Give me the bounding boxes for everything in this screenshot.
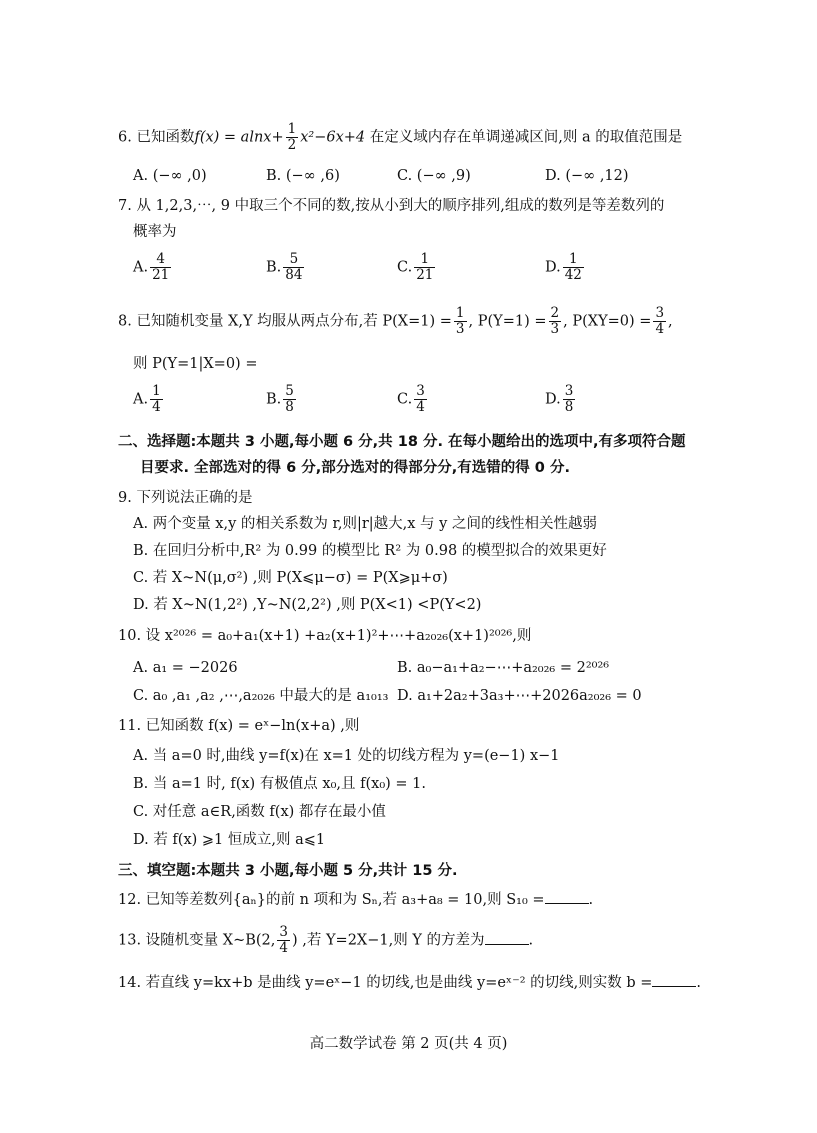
- q6-func: f(x) = alnx+: [194, 129, 284, 146]
- q7-b-d: 84: [285, 267, 303, 283]
- section2-heading-line2: 目要求. 全部选对的得 6 分,部分选对的得部分分,有选错的得 0 分.: [140, 460, 570, 476]
- q7-a-n: 4: [150, 252, 171, 268]
- q7-b-label: B.: [266, 259, 282, 276]
- q7-option-b: [266, 252, 306, 283]
- q8-f3-d: 4: [655, 321, 665, 337]
- q8-b-n: 5: [285, 383, 294, 399]
- q13-text-b: ) ,若 Y=2X−1,则 Y 的方差为: [292, 932, 485, 949]
- q8-d-frac: [563, 384, 576, 415]
- q13-end: .: [528, 932, 534, 949]
- q7-d-n: 1: [563, 252, 584, 268]
- q8-d-d: 8: [564, 399, 574, 415]
- q8-mid2: , P(XY=0) =: [563, 313, 652, 330]
- q8-f1-d: 3: [455, 321, 465, 337]
- q8-d-label: D.: [545, 391, 561, 408]
- q8-c-label: C.: [397, 391, 413, 408]
- q8-stem-a: 8. 已知随机变量 X,Y 均服从两点分布,若 P(X=1) =: [118, 313, 452, 330]
- q9-option-a: A. 两个变量 x,y 的相关系数为 r,则|r|越大,x 与 y 之间的线性相关性越弱: [133, 516, 597, 532]
- q7-option-d: [545, 252, 586, 283]
- q11-option-a: A. 当 a=0 时,曲线 y=f(x)在 x=1 处的切线方程为 y=(e−1) x−1: [133, 748, 560, 764]
- q7-option-c: [397, 252, 437, 283]
- q8-stem: [118, 306, 673, 337]
- q13-stem: [118, 925, 533, 956]
- q8-option-d: [545, 384, 577, 415]
- q13-f-n: 3: [279, 924, 288, 940]
- q6-option-b: B. (−∞ ,6): [266, 168, 340, 184]
- q8-a-d: 4: [152, 399, 161, 415]
- q7-b-frac: [283, 252, 304, 283]
- q12-text: 12. 已知等差数列{aₙ}的前 n 项和为 Sₙ,若 a₃+a₈ = 10,则 S₁₀ =: [118, 892, 545, 908]
- q8-d-n: 3: [564, 383, 574, 399]
- q9-option-c: C. 若 X~N(μ,σ²) ,则 P(X⩽μ−σ) = P(X⩾μ+σ): [133, 570, 448, 586]
- q6-option-d: D. (−∞ ,12): [545, 168, 629, 184]
- q8-frac1: [454, 306, 467, 337]
- q9-stem: 9. 下列说法正确的是: [118, 490, 253, 506]
- q12-stem: [118, 890, 593, 910]
- q7-c-label: C.: [397, 259, 413, 276]
- q8-f3-n: 3: [655, 305, 665, 321]
- q7-c-n: 1: [414, 252, 435, 268]
- q7-a-frac: [150, 252, 171, 283]
- q11-option-c: C. 对任意 a∈R,函数 f(x) 都存在最小值: [133, 804, 386, 820]
- q7-a-label: A.: [133, 259, 149, 276]
- q8-f2-d: 3: [550, 321, 560, 337]
- q6-func-tail: x²−6x+4: [300, 129, 366, 146]
- q8-f2-n: 2: [550, 305, 560, 321]
- q6-stem-a: 6. 已知函数: [118, 129, 195, 146]
- q13-text-a: 13. 设随机变量 X~B(2,: [118, 932, 276, 949]
- q6-frac-d: 2: [287, 137, 297, 153]
- q9-option-b: B. 在回归分析中,R² 为 0.99 的模型比 R² 为 0.98 的模型拟合的效果更好: [133, 543, 607, 559]
- q10-option-c: C. a₀ ,a₁ ,a₂ ,⋯,a₂₀₂₆ 中最大的是 a₁₀₁₃: [133, 688, 389, 704]
- q8-b-frac: [283, 384, 296, 415]
- q8-stem-line2: 则 P(Y=1|X=0) =: [133, 356, 258, 372]
- q6-stem-b: 在定义域内存在单调递减区间,则 a 的取值范围是: [365, 129, 683, 146]
- q7-c-frac: [414, 252, 435, 283]
- q14-end: .: [696, 975, 702, 991]
- q10-option-b: B. a₀−a₁+a₂−⋯+a₂₀₂₆ = 2²⁰²⁶: [397, 660, 610, 676]
- q8-b-label: B.: [266, 391, 282, 408]
- q13-f-d: 4: [279, 940, 288, 956]
- q7-c-d: 21: [416, 267, 434, 283]
- q7-d-label: D.: [545, 259, 561, 276]
- q7-b-n: 5: [283, 252, 304, 268]
- q10-stem: 10. 设 x²⁰²⁶ = a₀+a₁(x+1) +a₂(x+1)²+⋯+a₂₀₂₆(x+1)²⁰²⁶,则: [118, 628, 532, 644]
- q13-answer-blank[interactable]: [485, 932, 529, 945]
- q8-c-frac: [414, 384, 427, 415]
- q12-end: .: [588, 892, 594, 908]
- q10-option-a: A. a₁ = −2026: [133, 660, 238, 676]
- q6-option-a: A. (−∞ ,0): [133, 168, 207, 184]
- q7-a-d: 21: [152, 267, 170, 283]
- q10-option-d: D. a₁+2a₂+3a₃+⋯+2026a₂₀₂₆ = 0: [397, 688, 642, 704]
- q8-frac3: [653, 306, 666, 337]
- q14-answer-blank[interactable]: [652, 974, 696, 987]
- q7-option-a: [133, 252, 173, 283]
- section3-heading: 三、填空题:本题共 3 小题,每小题 5 分,共计 15 分.: [118, 863, 458, 879]
- q6-option-c: C. (−∞ ,9): [397, 168, 471, 184]
- q8-a-frac: [150, 384, 163, 415]
- q8-option-c: [397, 384, 429, 415]
- q8-frac2: [549, 306, 562, 337]
- q6-frac: [286, 122, 299, 153]
- q8-tail: ,: [668, 313, 673, 330]
- q8-b-d: 8: [285, 399, 294, 415]
- q6-stem: [118, 122, 682, 153]
- q7-d-d: 42: [564, 267, 582, 283]
- page-footer: 高二数学试卷 第 2 页(共 4 页): [309, 1036, 508, 1052]
- q8-c-d: 4: [416, 399, 425, 415]
- q8-a-n: 1: [152, 383, 161, 399]
- q14-stem: [118, 973, 701, 993]
- q6-frac-n: 1: [287, 121, 297, 137]
- q8-a-label: A.: [133, 391, 149, 408]
- q8-c-n: 3: [416, 383, 425, 399]
- q11-option-b: B. 当 a=1 时, f(x) 有极值点 x₀,且 f(x₀) = 1.: [133, 776, 426, 792]
- q8-option-b: [266, 384, 298, 415]
- q7-stem-line1: 7. 从 1,2,3,⋯, 9 中取三个不同的数,按从小到大的顺序排列,组成的数列是等差数列的: [118, 198, 665, 214]
- q7-d-frac: [563, 252, 584, 283]
- q8-option-a: [133, 384, 165, 415]
- q11-stem: 11. 已知函数 f(x) = eˣ−ln(x+a) ,则: [118, 718, 360, 734]
- q8-mid1: , P(Y=1) =: [468, 313, 547, 330]
- q14-text: 14. 若直线 y=kx+b 是曲线 y=eˣ−1 的切线,也是曲线 y=eˣ⁻² 的切线,则实数 b =: [118, 975, 653, 991]
- q7-stem-line2: 概率为: [133, 224, 177, 240]
- q9-option-d: D. 若 X~N(1,2²) ,Y~N(2,2²) ,则 P(X<1) <P(Y<2): [133, 597, 482, 613]
- q11-option-d: D. 若 f(x) ⩾1 恒成立,则 a⩽1: [133, 832, 326, 848]
- q8-f1-n: 1: [455, 305, 465, 321]
- section2-heading-line1: 二、选择题:本题共 3 小题,每小题 6 分,共 18 分. 在每小题给出的选项中,有多项符合题: [118, 434, 686, 450]
- q13-frac: [277, 925, 290, 956]
- q12-answer-blank[interactable]: [545, 891, 589, 904]
